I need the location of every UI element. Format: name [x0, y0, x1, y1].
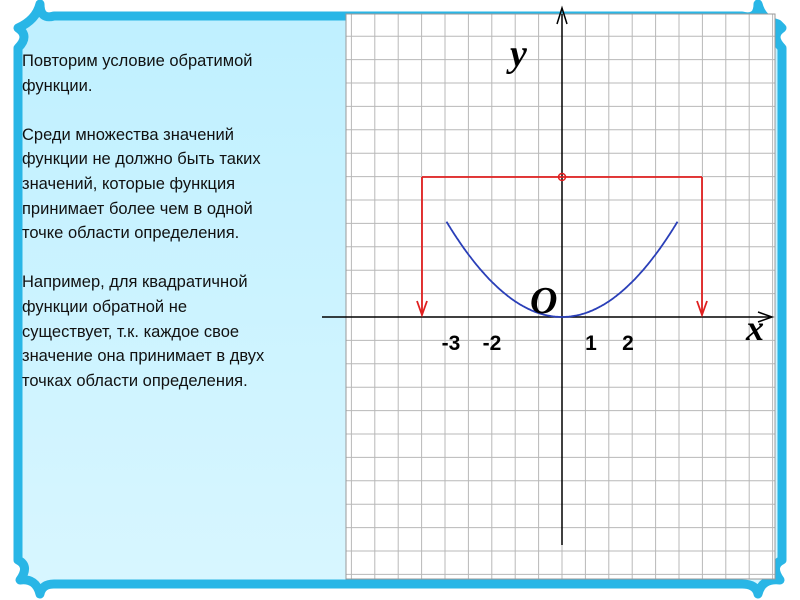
origin-label: O [530, 280, 558, 322]
text-line: значений, которые функция [22, 174, 236, 193]
tick-label: -3 [441, 332, 461, 355]
text-line: Среди множества значений [22, 125, 234, 144]
text-line: Например, для квадратичной [22, 273, 248, 292]
tick-label: 2 [622, 332, 634, 355]
tick-label: -2 [482, 332, 502, 355]
text-line: точках области определения. [22, 371, 248, 390]
text-line: существует, т.к. каждое свое [22, 322, 240, 341]
y-axis-label: y [510, 33, 527, 75]
text-line: точке области определения. [22, 224, 240, 243]
grid-background [346, 14, 775, 579]
text-line: функции не должно быть таких [22, 150, 261, 169]
text-line: функции обратной не [22, 297, 187, 316]
text-line: принимает более чем в одной [22, 199, 253, 218]
text-line: функции. [22, 76, 93, 95]
text-line: Повторим условие обратимой [22, 52, 253, 70]
text-line: значение она принимает в двух [22, 347, 265, 366]
tick-label: 1 [585, 332, 597, 355]
x-axis-label: x [746, 308, 764, 348]
